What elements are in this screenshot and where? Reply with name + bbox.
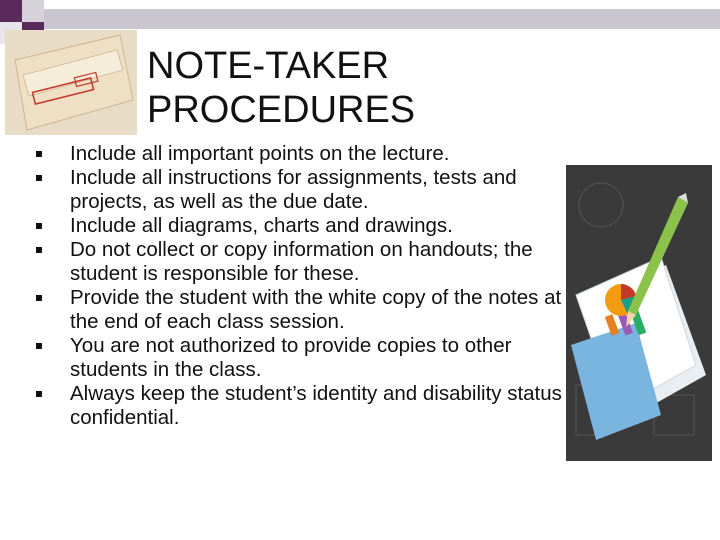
list-item: You are not authorized to provide copies to other students in the class. [52, 334, 572, 382]
pencil-chart-image [566, 165, 712, 461]
list-item: Include all instructions for assignments, tests and projects, as well as the due date. [52, 166, 572, 214]
bullet-list [52, 142, 572, 430]
list-item: Do not collect or copy information on handouts; the student is responsible for these. [52, 238, 572, 286]
list-item: Always keep the student’s identity and disability status confidential. [52, 382, 572, 430]
page-title [147, 44, 415, 132]
title-line-2: PROCEDURES [147, 89, 416, 131]
title-line-1: NOTE-TAKER [147, 45, 390, 87]
bullet-square-icon [36, 175, 42, 181]
bullet-square-icon [36, 343, 42, 349]
list-item: Include all important points on the lecture. [52, 142, 572, 166]
list-item: Include all diagrams, charts and drawings. [52, 214, 572, 238]
bullet-square-icon [36, 391, 42, 397]
top-bar [44, 9, 720, 29]
bullet-square-icon [36, 151, 42, 157]
bullet-square-icon [36, 247, 42, 253]
list-item: Provide the student with the white copy of the notes at the end of each class session. [52, 286, 572, 334]
folder-image [5, 30, 137, 135]
bullet-square-icon [36, 223, 42, 229]
bullet-square-icon [36, 295, 42, 301]
